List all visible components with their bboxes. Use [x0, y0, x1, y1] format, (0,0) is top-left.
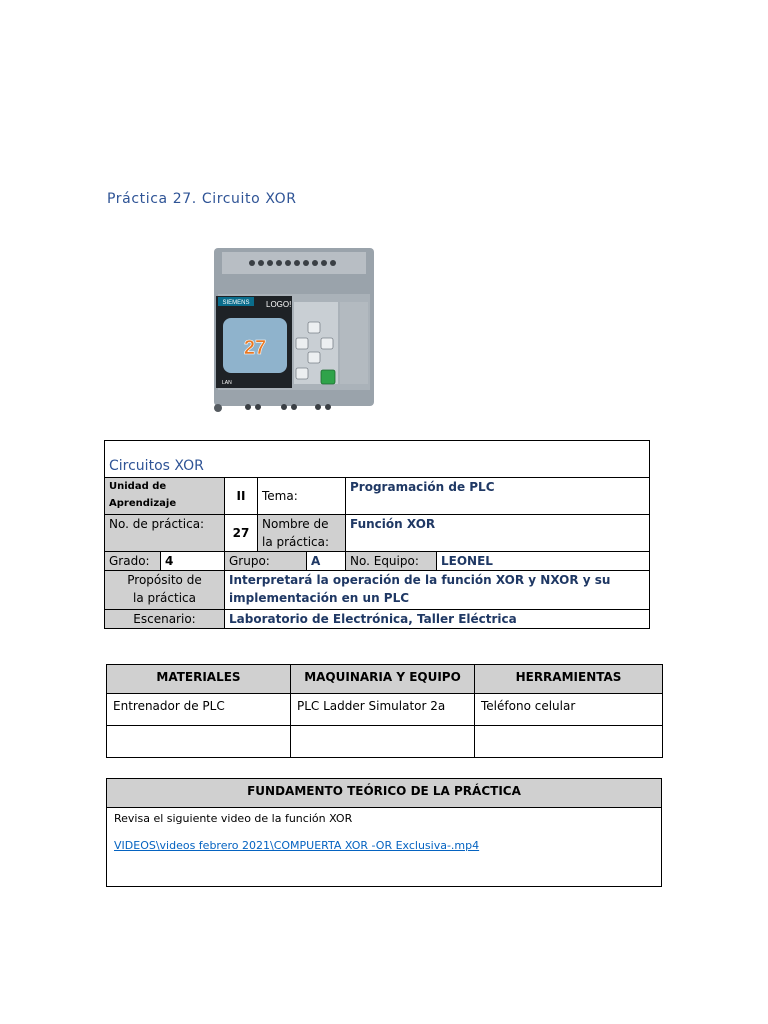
- model-label: LOGO!: [266, 300, 292, 309]
- proposito-value: Interpretará la operación de la función XOR y NXOR y su implementación en un PLC: [225, 571, 650, 610]
- table-cell: Teléfono celular: [475, 694, 663, 726]
- proposito-label: Propósito de la práctica: [105, 571, 225, 610]
- no-practica-value: 27: [225, 515, 258, 552]
- equipo-label: No. Equipo:: [346, 552, 437, 571]
- materials-table: [106, 664, 663, 758]
- tema-value: Programación de PLC: [346, 478, 650, 515]
- table-cell: [107, 726, 291, 758]
- grado-label: Grado:: [105, 552, 161, 571]
- fundamento-table: [106, 778, 662, 887]
- page-title: Práctica 27. Circuito XOR: [107, 191, 297, 207]
- nombre-value: Función XOR: [346, 515, 650, 552]
- table-cell: PLC Ladder Simulator 2a: [291, 694, 475, 726]
- materials-header: MATERIALES: [107, 665, 291, 694]
- fundamento-header: FUNDAMENTO TEÓRICO DE LA PRÁCTICA: [107, 779, 662, 808]
- equipo-value: LEONEL: [437, 552, 650, 571]
- video-link[interactable]: VIDEOS\videos febrero 2021\COMPUERTA XOR -OR Exclusiva-.mp4: [114, 839, 480, 852]
- table-cell: [475, 726, 663, 758]
- info-caption: Circuitos XOR: [105, 441, 650, 478]
- grado-value: 4: [161, 552, 225, 571]
- grupo-label: Grupo:: [225, 552, 307, 571]
- table-row: [107, 694, 663, 726]
- unidad-label: Unidad de Aprendizaje: [105, 478, 225, 515]
- unidad-value: II: [225, 478, 258, 515]
- tools-header: HERRAMIENTAS: [475, 665, 663, 694]
- tema-label: Tema:: [258, 478, 346, 515]
- practice-badge: 27: [243, 337, 267, 359]
- fundamento-text: Revisa el siguiente video de la función XOR: [114, 812, 353, 825]
- escenario-value: Laboratorio de Electrónica, Taller Eléctrica: [225, 610, 650, 629]
- grupo-value: A: [307, 552, 346, 571]
- machinery-header: MAQUINARIA Y EQUIPO: [291, 665, 475, 694]
- no-practica-label: No. de práctica:: [105, 515, 225, 552]
- table-row: [107, 726, 663, 758]
- table-cell: [291, 726, 475, 758]
- lan-label: LAN: [222, 380, 232, 386]
- practice-info-table: [104, 440, 650, 629]
- escenario-label: Escenario:: [105, 610, 225, 629]
- table-cell: Entrenador de PLC: [107, 694, 291, 726]
- plc-device-image: [208, 244, 380, 421]
- nombre-label: Nombre de la práctica:: [258, 515, 346, 552]
- brand-label: SIEMENS: [222, 300, 250, 306]
